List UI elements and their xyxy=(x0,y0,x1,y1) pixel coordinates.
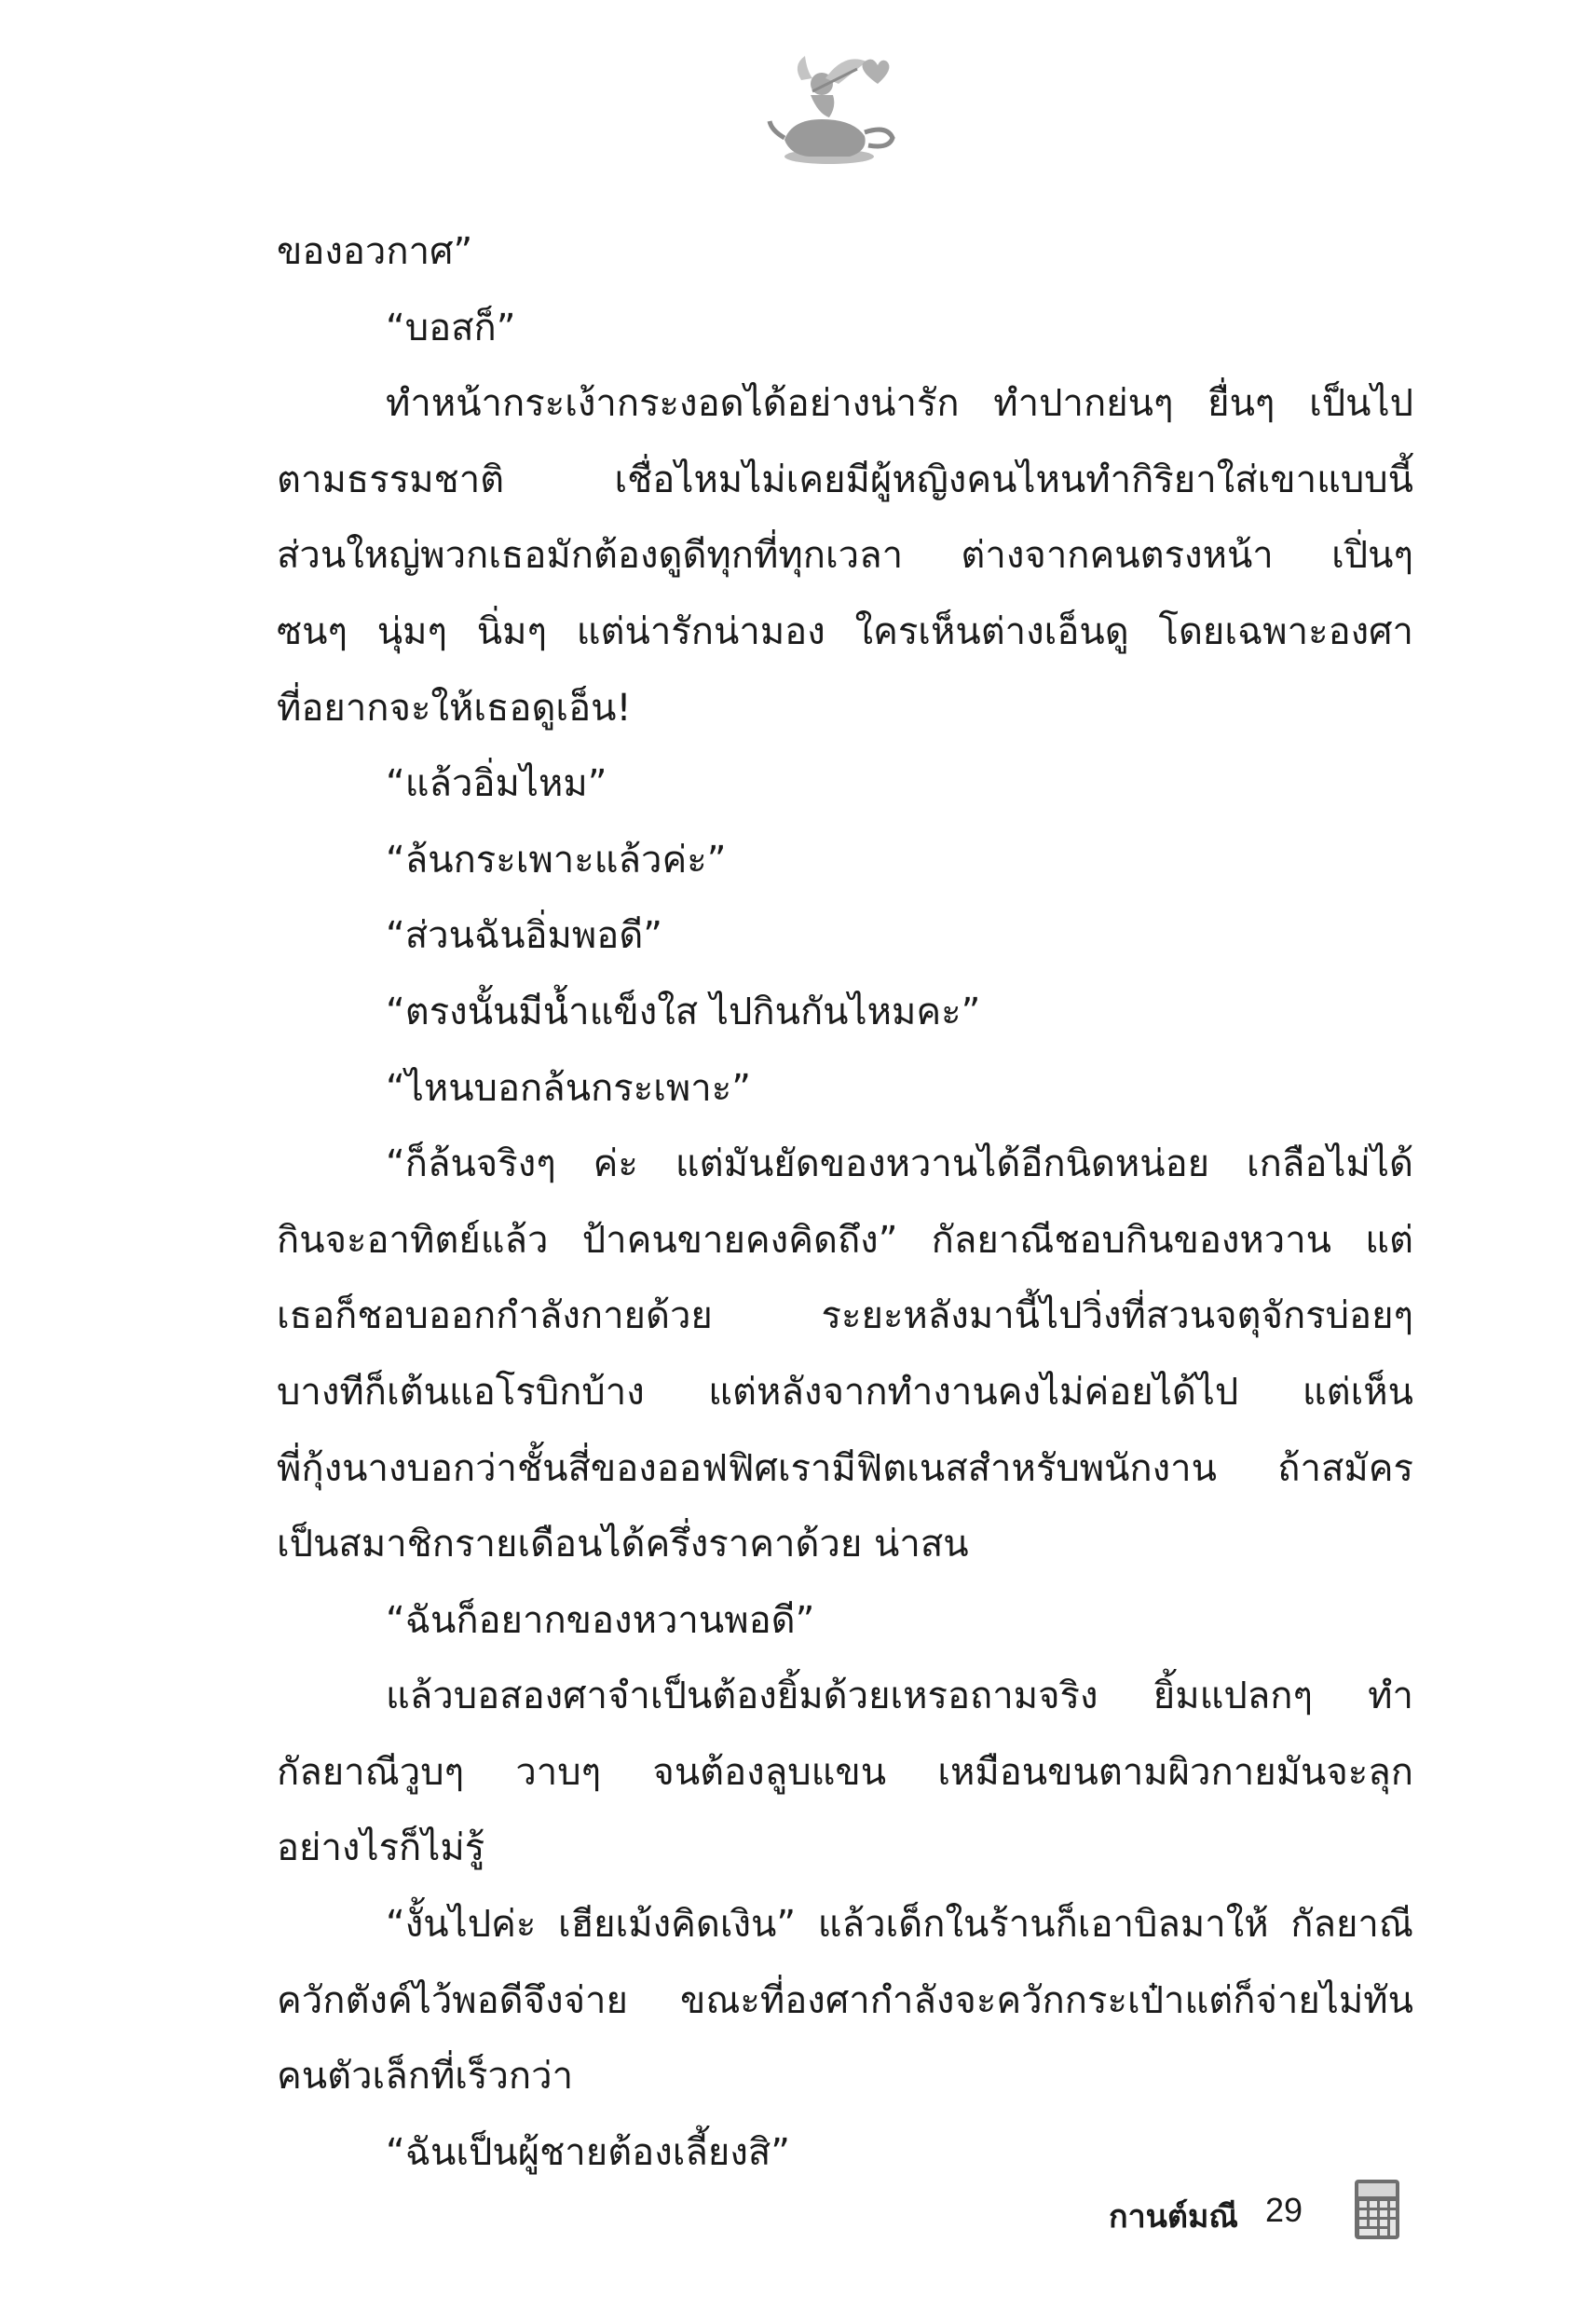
text-line: บางทีก็เต้นแอโรบิกบ้าง แต่หลังจากทำงานคงไม่ค่อยได้ไป แต่เห็น xyxy=(277,1370,1413,1414)
text-line: ที่อยากจะให้เธอดูเอ็น! xyxy=(277,686,632,730)
text-line: “ฉันก็อยากของหวานพอดี” xyxy=(386,1598,815,1642)
text-line: “ส่วนฉันอิ่มพอดี” xyxy=(386,914,663,958)
text-line: พี่กุ้งนางบอกว่าชั้นสี่ของออฟฟิศเรามีฟิตเนสสำหรับพนักงาน ถ้าสมัคร xyxy=(277,1446,1413,1490)
text-line: กัลยาณีวูบๆ วาบๆ จนต้องลูบแขน เหมือนขนตามผิวกายมันจะลุก xyxy=(277,1750,1413,1794)
text-line: ซนๆ นุ่มๆ นิ่มๆ แต่น่ารักน่ามอง ใครเห็นต่างเอ็นดู โดยเฉพาะองศา xyxy=(277,609,1413,653)
page-footer xyxy=(1109,2176,1416,2250)
text-line: คนตัวเล็กที่เร็วกว่า xyxy=(277,2055,574,2099)
text-line: ตามธรรมชาติ เชื่อไหมไม่เคยมีผู้หญิงคนไหนทำกิริยาใส่เขาแบบนี้ xyxy=(277,458,1413,501)
text-line: “ตรงนั้นมีน้ำแข็งใส ไปกินกันไหมคะ” xyxy=(386,990,981,1033)
cupid-teapot-ornament-icon xyxy=(764,47,904,177)
text-line: แล้วบอสองศาจำเป็นต้องยิ้มด้วยเหรอถามจริง ยิ้มแปลกๆ ทำ xyxy=(386,1675,1413,1718)
text-line: “ไหนบอกล้นกระเพาะ” xyxy=(386,1066,751,1110)
text-line: ทำหน้ากระเง้ากระงอดได้อย่างน่ารัก ทำปากย่นๆ ยื่นๆ เป็นไป xyxy=(386,382,1413,426)
text-line: “ฉันเป็นผู้ชายต้องเลี้ยงสิ” xyxy=(386,2130,791,2174)
text-line: เป็นสมาชิกรายเดือนได้ครึ่งราคาด้วย น่าสน xyxy=(277,1523,969,1566)
page-number: 29 xyxy=(1265,2191,1303,2229)
text-line: “ก็ล้นจริงๆ ค่ะ แต่มันยัดของหวานได้อีกนิดหน่อย เกลือไม่ได้ xyxy=(386,1142,1413,1186)
text-line: เธอก็ชอบออกกำลังกายด้วย ระยะหลังมานี้ไปวิ่งที่สวนจตุจักรบ่อยๆ xyxy=(277,1294,1413,1338)
text-line: อย่างไรก็ไม่รู้ xyxy=(277,1826,485,1870)
body-text xyxy=(277,214,1413,2191)
text-line: ควักตังค์ไว้พอดีจึงจ่าย ขณะที่องศากำลังจะควักกระเป๋าแต่ก็จ่ายไม่ทัน xyxy=(277,1978,1413,2022)
text-line: “บอสก็” xyxy=(386,306,516,349)
text-line: กินจะอาทิตย์แล้ว ป้าคนขายคงคิดถึง” กัลยาณีชอบกินของหวาน แต่ xyxy=(277,1218,1413,1262)
text-line: ของอวกาศ” xyxy=(277,230,473,273)
calculator-icon xyxy=(1349,2176,1405,2243)
text-line: “งั้นไปค่ะ เฮียเม้งคิดเงิน” แล้วเด็กในร้านก็เอาบิลมาให้ กัลยาณี xyxy=(386,1903,1413,1947)
text-line: ส่วนใหญ่พวกเธอมักต้องดูดีทุกที่ทุกเวลา ต่างจากคนตรงหน้า เปิ่นๆ xyxy=(277,534,1413,578)
text-line: “แล้วอิ่มไหม” xyxy=(386,762,607,806)
text-line: “ล้นกระเพาะแล้วค่ะ” xyxy=(386,838,727,882)
book-title: กานต์มณี xyxy=(1109,2198,1238,2236)
